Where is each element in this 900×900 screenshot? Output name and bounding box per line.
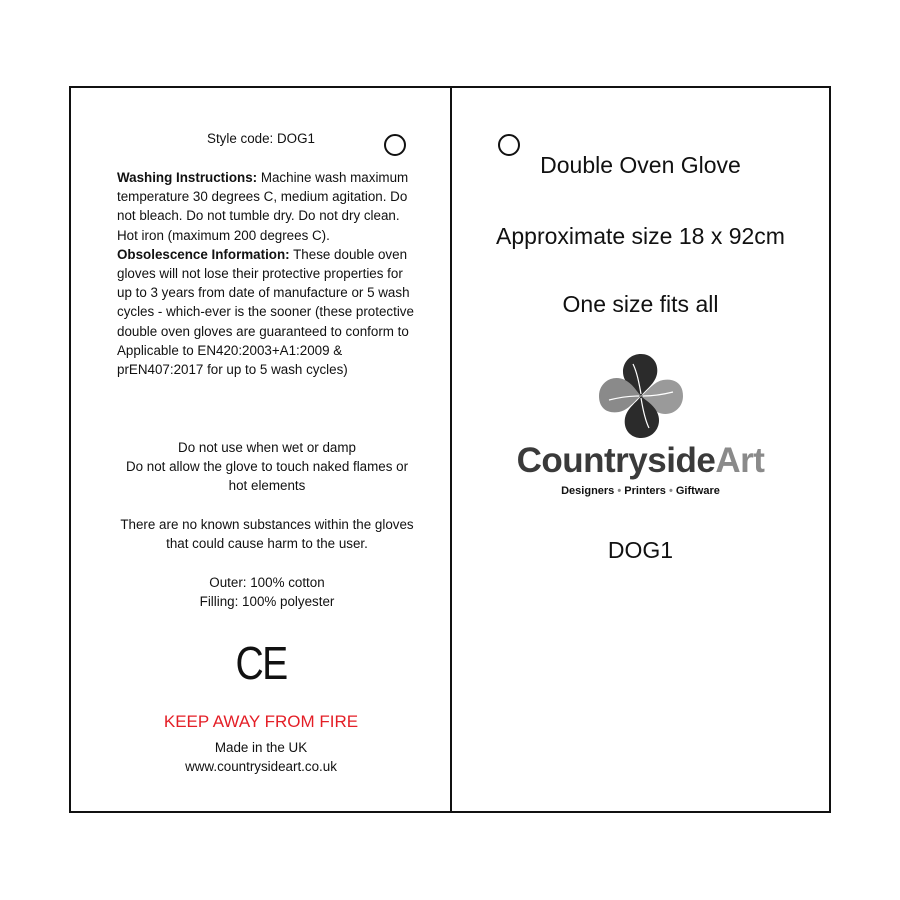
ce-mark: CE	[235, 637, 287, 689]
product-size: Approximate size 18 x 92cm	[496, 223, 785, 249]
origin-info	[71, 738, 451, 776]
brand-main: Countryside	[516, 441, 716, 480]
obsolescence-text: These double oven gloves will not lose their protective properties for up to 3 years from date of manufacture or 5 wash cycles - which-ever is the sooner (these protective double oven gloves are guaranteed to conform to Applicable to EN420:2003+A1:2009 & prEN407:2017 for up to 5 wash cycles)	[117, 246, 414, 378]
outer-material: Outer: 100% cotton	[209, 575, 325, 590]
care-information	[117, 168, 417, 379]
filling-material: Filling: 100% polyester	[199, 594, 335, 610]
washing-text: Machine wash maximum temperature 30 degrees C, medium agitation. Do not bleach. Do not tumble dry. Do not dry clean. Hot iron (maximum 200 degrees C).	[117, 170, 409, 243]
brand-wordmark	[452, 441, 829, 481]
website: www.countrysideart.co.uk	[185, 759, 337, 775]
tagline-separator: •	[617, 485, 622, 497]
brand-emblem-icon	[593, 350, 689, 442]
keep-away-warning: KEEP AWAY FROM FIRE	[163, 712, 359, 731]
brand-tagline	[452, 485, 829, 497]
style-code: Style code: DOG1	[207, 131, 315, 146]
washing-title: Washing Instructions:	[117, 170, 258, 185]
warnings	[117, 438, 417, 496]
warning-flames: Do not allow the glove to touch naked flames or hot elements	[125, 459, 409, 494]
tagline-separator: •	[668, 485, 673, 497]
tagline-designers: Designers	[561, 485, 615, 497]
product-name: Double Oven Glove	[540, 152, 741, 178]
size-fit: One size fits all	[562, 291, 719, 317]
warning-wet: Do not use when wet or damp	[178, 440, 356, 455]
made-in: Made in the UK	[214, 740, 308, 755]
left-label-panel	[69, 86, 452, 813]
tagline-printers: Printers	[624, 485, 666, 497]
brand-accent: Art	[715, 441, 765, 480]
product-code: DOG1	[607, 537, 674, 563]
tagline-giftware: Giftware	[675, 485, 720, 497]
obsolescence-title: Obsolescence Information:	[117, 246, 290, 262]
composition	[117, 573, 417, 611]
substances-note: There are no known substances within the gloves that could cause harm to the user.	[120, 517, 414, 552]
right-label-panel	[450, 86, 831, 813]
